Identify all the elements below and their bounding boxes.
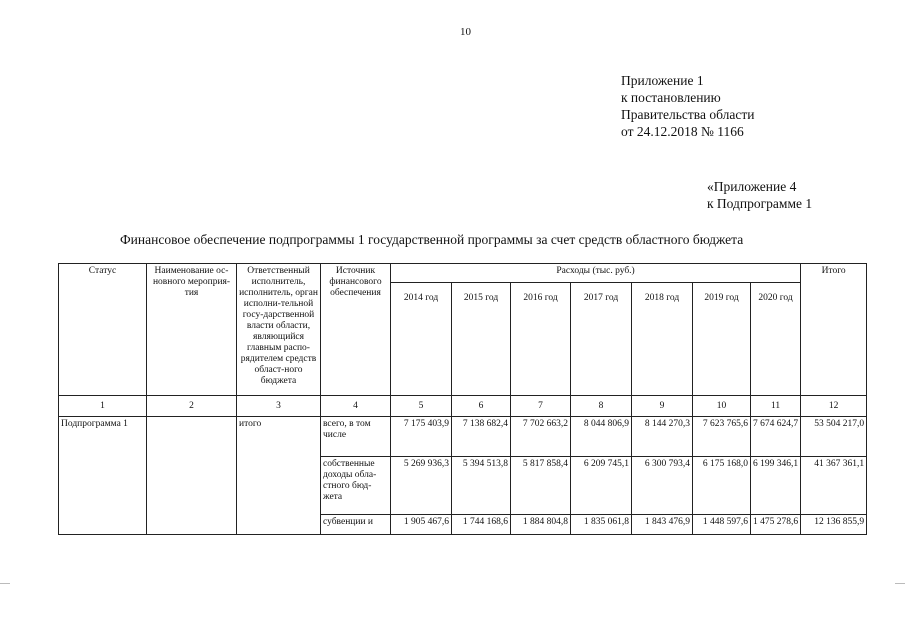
table-cell: 6 175 168,0 [693, 457, 751, 515]
row-executor: итого [237, 417, 321, 535]
table-cell: 7 623 765,6 [693, 417, 751, 457]
table-cell: 1 744 168,6 [452, 515, 511, 535]
row-source: собственные доходы обла-стного бюд-жета [321, 457, 391, 515]
column-number-row [59, 396, 867, 417]
page-number: 10 [460, 26, 471, 38]
table-cell: 1 448 597,6 [693, 515, 751, 535]
table-cell: 7 702 663,2 [511, 417, 571, 457]
annex-block [707, 178, 812, 212]
column-number: 5 [391, 396, 452, 417]
table-total-cell: 53 504 217,0 [801, 417, 867, 457]
header-expenses: Расходы (тыс. руб.) [391, 264, 801, 283]
approval-block [621, 72, 754, 140]
column-number: 2 [147, 396, 237, 417]
table-cell: 8 044 806,9 [571, 417, 632, 457]
column-number: 1 [59, 396, 147, 417]
year-header: 2016 год [511, 283, 571, 396]
table-cell: 1 884 804,8 [511, 515, 571, 535]
approval-line: Правительства области [621, 107, 755, 122]
row-status: Подпрограмма 1 [59, 417, 147, 535]
scan-artifact [895, 583, 905, 584]
scan-artifact [0, 583, 10, 584]
table-cell: 7 138 682,4 [452, 417, 511, 457]
header-event-name: Наименование ос-новного мероприя-тия [147, 264, 237, 396]
header-row [59, 264, 867, 283]
year-header: 2017 год [571, 283, 632, 396]
table-cell: 6 209 745,1 [571, 457, 632, 515]
table-row [59, 417, 867, 457]
year-header: 2014 год [391, 283, 452, 396]
header-source: Источник финансового обеспечения [321, 264, 391, 396]
approval-line: Приложение 1 [621, 73, 704, 88]
header-total: Итого [801, 264, 867, 396]
row-source: всего, в том числе [321, 417, 391, 457]
column-number: 9 [632, 396, 693, 417]
column-number: 3 [237, 396, 321, 417]
table-cell: 6 199 346,1 [751, 457, 801, 515]
year-header: 2019 год [693, 283, 751, 396]
table-cell: 7 175 403,9 [391, 417, 452, 457]
table-cell: 5 394 513,8 [452, 457, 511, 515]
row-source: субвенции и [321, 515, 391, 535]
annex-line: «Приложение 4 [707, 179, 797, 194]
table-cell: 1 905 467,6 [391, 515, 452, 535]
document-title: Финансовое обеспечение подпрограммы 1 государственной программы за счет средств областного бюджета [120, 232, 744, 247]
table-cell: 6 300 793,4 [632, 457, 693, 515]
table-cell: 1 835 061,8 [571, 515, 632, 535]
header-executor: Ответственный исполнитель, исполнитель, орган исполни-тельной госу-дарственной власти области, являющийся главным распо-рядителем средств област-ного бюджета [237, 264, 321, 396]
year-header: 2020 год [751, 283, 801, 396]
column-number: 10 [693, 396, 751, 417]
row-event [147, 417, 237, 535]
column-number: 6 [452, 396, 511, 417]
column-number: 7 [511, 396, 571, 417]
table-total-cell: 41 367 361,1 [801, 457, 867, 515]
table-cell: 5 817 858,4 [511, 457, 571, 515]
annex-line: к Подпрограмме 1 [707, 196, 813, 211]
approval-line: от 24.12.2018 № 1166 [621, 124, 744, 139]
table-cell: 1 475 278,6 [751, 515, 801, 535]
financing-table [58, 263, 867, 535]
header-status: Статус [59, 264, 147, 396]
table-total-cell: 12 136 855,9 [801, 515, 867, 535]
column-number: 12 [801, 396, 867, 417]
table-cell: 7 674 624,7 [751, 417, 801, 457]
column-number: 4 [321, 396, 391, 417]
column-number: 11 [751, 396, 801, 417]
table-cell: 8 144 270,3 [632, 417, 693, 457]
column-number: 8 [571, 396, 632, 417]
table-cell: 1 843 476,9 [632, 515, 693, 535]
table-cell: 5 269 936,3 [391, 457, 452, 515]
year-header: 2015 год [452, 283, 511, 396]
approval-line: к постановлению [621, 90, 721, 105]
year-header: 2018 год [632, 283, 693, 396]
